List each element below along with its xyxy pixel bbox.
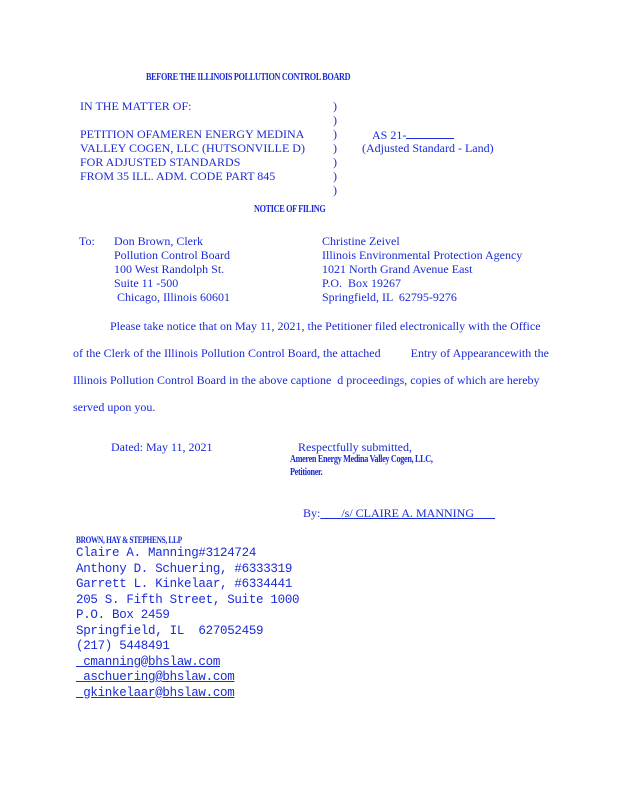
- firm-line: 205 S. Fifth Street, Suite 1000: [76, 592, 300, 607]
- address-line: Springfield, IL 62795-9276: [322, 290, 457, 304]
- paren: ): [333, 141, 337, 155]
- body-line: Illinois Pollution Control Board in the above captione d proceedings, copies of which are hereby: [73, 373, 540, 387]
- address-line: Illinois Environmental Protection Agency: [322, 248, 523, 262]
- paren: ): [333, 183, 337, 197]
- signature-underline: [320, 506, 495, 520]
- firm-line: Anthony D. Schuering, #6333319: [76, 561, 293, 576]
- case-number-prefix: AS 21-: [372, 128, 407, 142]
- firm-line: P.O. Box 2459: [76, 608, 170, 622]
- body-line: served upon you.: [73, 400, 156, 414]
- by-label: By:: [303, 506, 321, 520]
- case-number-blank: [406, 127, 454, 139]
- respectfully-submitted: Respectfully submitted,: [298, 440, 412, 454]
- address-line: Christine Zeivel: [322, 234, 400, 248]
- case-number: [372, 127, 454, 142]
- firm-line: Claire A. Manning#3124724: [76, 546, 257, 560]
- address-line: Suite 11 -500: [114, 276, 179, 290]
- firm-line: (217) 5448491: [76, 639, 170, 653]
- email-link[interactable]: [76, 655, 299, 671]
- firm-line: Garrett L. Kinkelaar, #6334441: [76, 577, 293, 591]
- caption-parentheses: [333, 99, 337, 197]
- email-link[interactable]: [76, 686, 299, 702]
- notice-title: NOTICE OF FILING: [254, 204, 326, 215]
- addressee-clerk: [114, 234, 230, 304]
- petition-line: VALLEY COGEN, LLC (HUTSONVILLE D): [80, 141, 305, 155]
- firm-name: BROWN, HAY & STEPHENS, LLP: [76, 535, 182, 545]
- paren: ): [333, 113, 337, 127]
- case-type: (Adjusted Standard - Land): [362, 141, 494, 155]
- signature-line: [303, 506, 495, 520]
- addressee-epa: [322, 234, 522, 304]
- address-line: Pollution Control Board: [114, 248, 231, 262]
- paren: ): [333, 99, 337, 113]
- petition-line: FOR ADJUSTED STANDARDS: [80, 155, 241, 169]
- body-line: of the Clerk of the Illinois Pollution Control Board, the attached Entry of Appearancewith the: [73, 346, 549, 360]
- email-aschuering[interactable]: aschuering@bhslaw.com: [76, 670, 235, 684]
- party-name: Ameren Energy Medina Valley Cogen, LLC,: [290, 454, 433, 465]
- address-line: 1021 North Grand Avenue East: [322, 262, 473, 276]
- party-role: Petitioner.: [290, 467, 323, 478]
- body-line: Please take notice that on May 11, 2021, the Petitioner filed electronically with the Office: [110, 319, 541, 333]
- email-gkinkelaar[interactable]: gkinkelaar@bhslaw.com: [76, 685, 235, 700]
- board-heading: BEFORE THE ILLINOIS POLLUTION CONTROL BOARD: [146, 72, 351, 83]
- in-the-matter-label: IN THE MATTER OF:: [80, 99, 192, 113]
- firm-block: [76, 546, 299, 701]
- email-cmanning[interactable]: cmanning@bhslaw.com: [76, 654, 221, 669]
- petition-line: FROM 35 ILL. ADM. CODE PART 845: [80, 169, 276, 183]
- address-line: Chicago, Illinois 60601: [114, 290, 230, 304]
- firm-line: Springfield, IL 627052459: [76, 623, 264, 638]
- address-line: Don Brown, Clerk: [114, 234, 203, 248]
- dated-line: Dated: May 11, 2021: [111, 440, 213, 454]
- to-label: To:: [79, 234, 95, 248]
- address-line: 100 West Randolph St.: [114, 262, 225, 276]
- paren: ): [333, 169, 337, 183]
- address-line: P.O. Box 19267: [322, 276, 402, 290]
- petition-caption: [80, 127, 305, 183]
- paren: ): [333, 155, 337, 169]
- petition-line: PETITION OFAMEREN ENERGY MEDINA: [80, 127, 305, 141]
- signature: /s/ CLAIRE A. MANNING: [341, 506, 475, 520]
- email-link[interactable]: [76, 670, 299, 686]
- paren: ): [333, 127, 337, 141]
